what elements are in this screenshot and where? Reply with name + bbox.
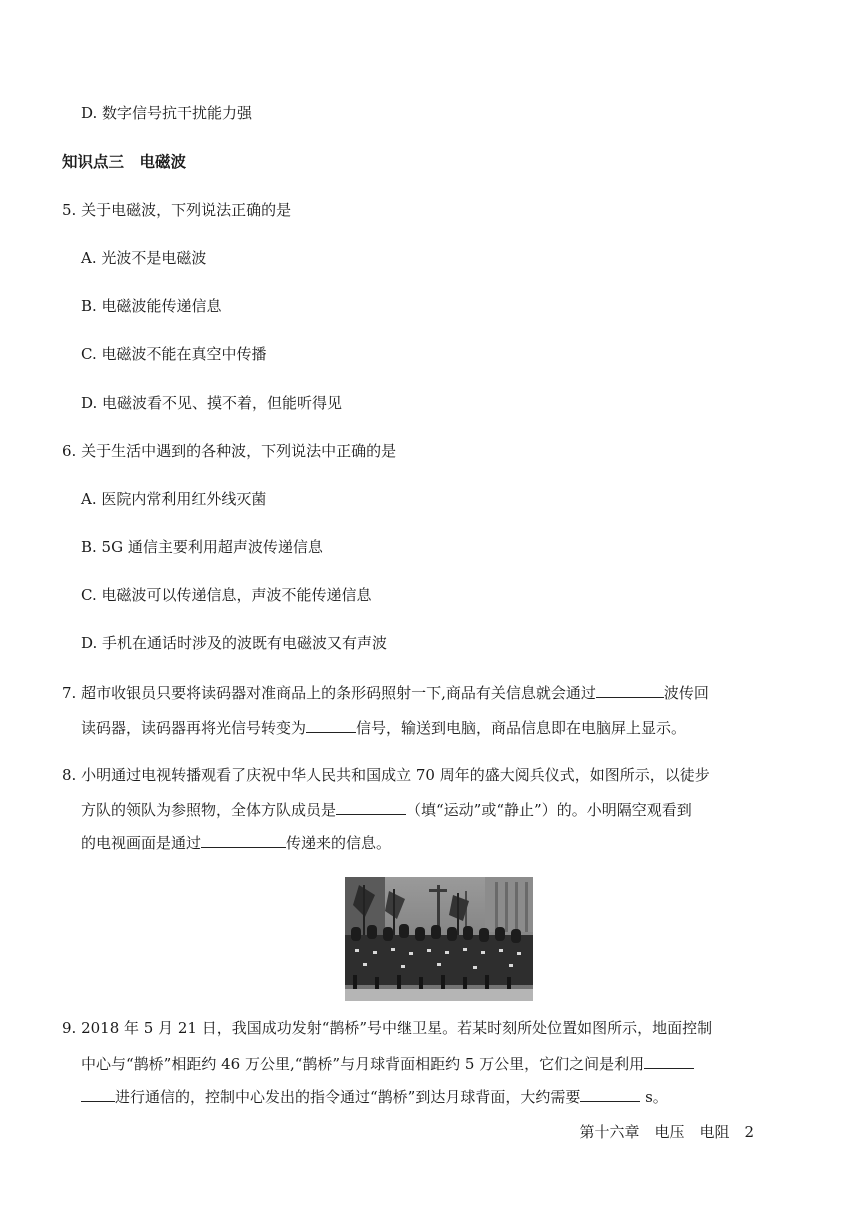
- q8-line-1: 8. 小明通过电视转播观看了庆祝中华人民共和国成立 70 周年的盛大阅兵仪式，如图所示，以徒步: [62, 766, 710, 784]
- q7-line-1: [62, 682, 709, 703]
- q7-text-2b: 信号，输送到电脑，商品信息即在电脑屏上显示。: [356, 719, 687, 737]
- q6-stem: 6. 关于生活中遇到的各种波，下列说法中正确的是: [62, 442, 397, 460]
- q5-stem: 5. 关于电磁波，下列说法正确的是: [62, 201, 292, 219]
- q9-line-2: [81, 1053, 694, 1074]
- q8-line-3: [81, 832, 391, 853]
- q7-text-1a: 7. 超市收银员只要将读码器对准商品上的条形码照射一下,商品有关信息就会通过: [62, 684, 596, 702]
- q5-option-b: B. 电磁波能传递信息: [81, 297, 222, 315]
- q9-blank-1a[interactable]: [644, 1053, 694, 1069]
- q8-text-2b: （填“运动”或“静止”）的。小明隔空观看到: [406, 801, 692, 819]
- q8-blank-1[interactable]: [336, 799, 406, 815]
- q5-option-d: D. 电磁波看不见、摸不着，但能听得见: [81, 394, 343, 412]
- q9-text-2a: 中心与“鹊桥”相距约 46 万公里,“鹊桥”与月球背面相距约 5 万公里，它们之间是利用: [81, 1055, 645, 1073]
- q7-line-2: [81, 717, 686, 738]
- q7-blank-2[interactable]: [306, 717, 356, 733]
- q7-text-1b: 波传回: [663, 684, 709, 702]
- q9-line-1: 9. 2018 年 5 月 21 日，我国成功发射“鹊桥”号中继卫星。若某时刻所处位置如图所示，地面控制: [62, 1019, 713, 1037]
- q8-blank-2[interactable]: [201, 832, 286, 848]
- q6-option-b: B. 5G 通信主要利用超声波传递信息: [81, 538, 323, 556]
- section-heading: 知识点三 电磁波: [62, 153, 187, 171]
- q9-text-3a: 进行通信的，控制中心发出的指令通过“鹊桥”到达月球背面，大约需要: [115, 1088, 581, 1106]
- q8-text-3a: 的电视画面是通过: [81, 834, 202, 852]
- q7-text-2a: 读码器，读码器再将光信号转变为: [81, 719, 307, 737]
- q4-option-d: D. 数字信号抗干扰能力强: [81, 104, 253, 122]
- q7-blank-1[interactable]: [596, 682, 664, 698]
- page-footer: 第十六章 电压 电阻 2: [579, 1123, 754, 1141]
- q9-blank-2[interactable]: [580, 1086, 640, 1102]
- q6-option-c: C. 电磁波可以传递信息，声波不能传递信息: [81, 586, 372, 604]
- q9-text-3b: s。: [640, 1088, 668, 1106]
- q6-option-d: D. 手机在通话时涉及的波既有电磁波又有声波: [81, 634, 388, 652]
- q8-text-2a: 方队的领队为参照物，全体方队成员是: [81, 801, 337, 819]
- q9-blank-1b[interactable]: [81, 1086, 115, 1102]
- q9-line-3: [81, 1086, 668, 1107]
- q5-option-c: C. 电磁波不能在真空中传播: [81, 345, 267, 363]
- q6-option-a: A. 医院内常利用红外线灭菌: [81, 490, 267, 508]
- q8-line-2: [81, 799, 692, 820]
- parade-photo: [345, 877, 533, 1001]
- q8-text-3b: 传递来的信息。: [286, 834, 392, 852]
- q5-option-a: A. 光波不是电磁波: [81, 249, 207, 267]
